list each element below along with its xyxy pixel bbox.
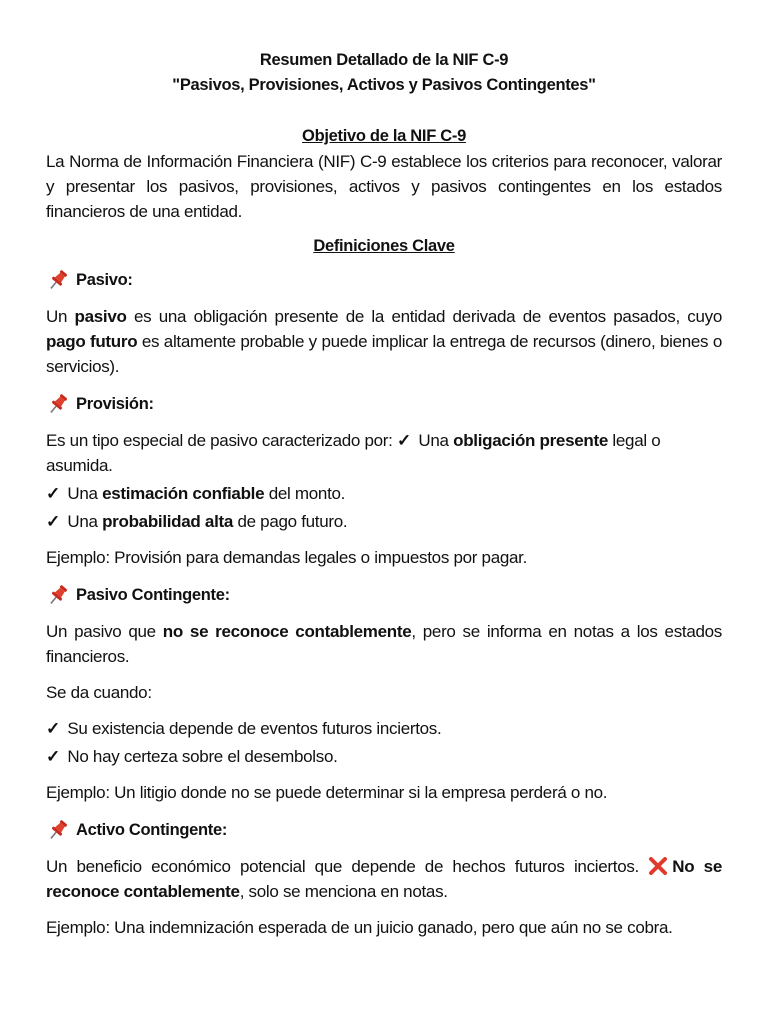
- pushpin-icon: [46, 392, 70, 416]
- contingente-check-2: ✓ No hay certeza sobre el desembolso.: [46, 747, 338, 766]
- pasivo-contingente-example: Ejemplo: Un litigio donde no se puede determinar si la empresa perderá o no.: [46, 783, 608, 802]
- provision-check-2: ✓ Una estimación confiable del monto.: [46, 484, 346, 503]
- pasivo-heading: [46, 267, 722, 293]
- pushpin-icon: [46, 818, 70, 842]
- objetivo-heading: Objetivo de la NIF C-9: [302, 127, 466, 145]
- pasivo-label: Pasivo:: [76, 270, 133, 289]
- cross-mark-icon: [648, 857, 668, 875]
- provision-label: Provisión:: [76, 394, 154, 413]
- provision-intro: Es un tipo especial de pasivo caracterizado por: ✓ Una obligación presente legal o asumida.: [46, 431, 661, 475]
- pushpin-icon: [46, 583, 70, 607]
- activo-contingente-label: Activo Contingente:: [76, 820, 228, 839]
- pasivo-contingente-heading: [46, 582, 722, 608]
- objetivo-text: La Norma de Información Financiera (NIF) C-9 establece los criterios para reconocer, valorar y presentar los pasivos, provisiones, activos y pasivos contingentes en los estados financieros de una entidad.: [46, 152, 722, 221]
- title-line-1: Resumen Detallado de la NIF C-9: [259, 51, 509, 69]
- document-title: [46, 48, 722, 98]
- check-icon: ✓: [46, 484, 60, 503]
- se-da-cuando: Se da cuando:: [46, 683, 152, 702]
- provision-check-3: ✓ Una probabilidad alta de pago futuro.: [46, 512, 348, 531]
- provision-heading: [46, 391, 722, 417]
- pasivo-contingente-text: Un pasivo que no se reconoce contablemente, pero se informa en notas a los estados financieros.: [46, 622, 722, 666]
- check-icon: ✓: [46, 747, 60, 766]
- pasivo-text: Un pasivo es una obligación presente de la entidad derivada de eventos pasados, cuyo pago futuro es altamente probable y puede implicar la entrega de recursos (dinero, bienes o servicios).: [46, 307, 722, 376]
- check-icon: ✓: [46, 512, 60, 531]
- contingente-check-1: ✓ Su existencia depende de eventos futuros inciertos.: [46, 719, 442, 738]
- activo-contingente-example: Ejemplo: Una indemnización esperada de un juicio ganado, pero que aún no se cobra.: [46, 918, 673, 937]
- check-icon: ✓: [397, 431, 411, 450]
- check-icon: ✓: [46, 719, 60, 738]
- pushpin-icon: [46, 268, 70, 292]
- pasivo-contingente-label: Pasivo Contingente:: [76, 585, 230, 604]
- activo-contingente-text: Un beneficio económico potencial que depende de hechos futuros inciertos. No se reconoce contablemente, solo se menciona en notas.: [46, 857, 722, 901]
- definiciones-heading: Definiciones Clave: [313, 237, 455, 255]
- title-line-2: "Pasivos, Provisiones, Activos y Pasivos Contingentes": [172, 76, 596, 94]
- activo-contingente-heading: [46, 817, 722, 843]
- provision-example: Ejemplo: Provisión para demandas legales o impuestos por pagar.: [46, 548, 527, 567]
